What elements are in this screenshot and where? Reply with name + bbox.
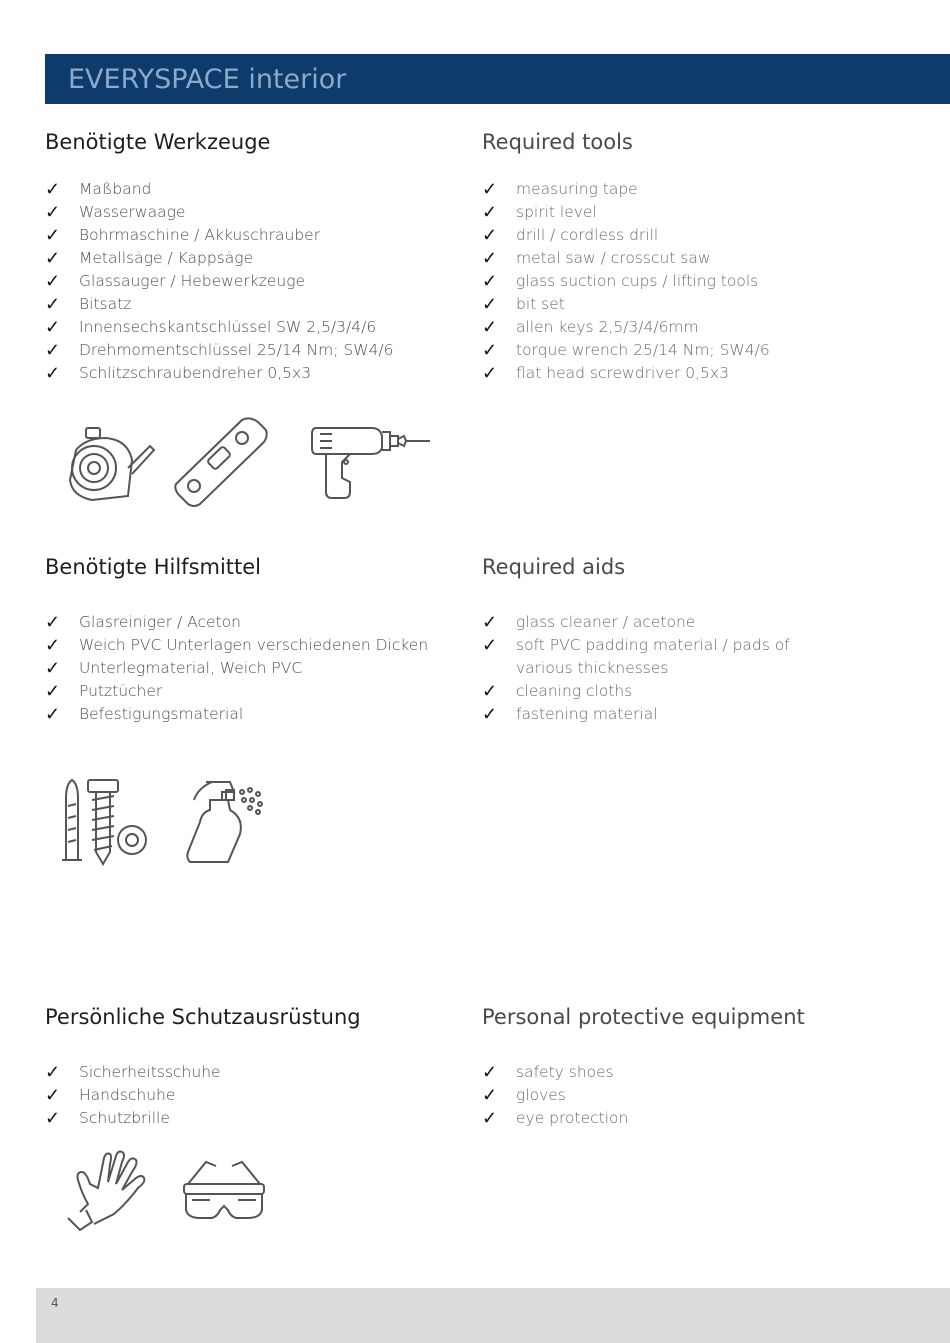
- list-item: ✓ Bohrmaschine / Akkuschrauber: [45, 225, 321, 246]
- brand-name: EVERYSPACE: [68, 64, 240, 95]
- list-item: ✓ bit set: [482, 294, 565, 315]
- check-icon: ✓: [45, 635, 61, 656]
- check-icon: ✓: [45, 248, 61, 269]
- glove-icon: [64, 1148, 150, 1232]
- list-item: ✓ glass suction cups / lifting tools: [482, 271, 759, 292]
- check-icon: ✓: [482, 317, 498, 338]
- check-icon: ✓: [45, 612, 61, 633]
- safety-glasses-icon: [180, 1156, 268, 1226]
- tools-list-en: [482, 178, 770, 385]
- ppe-list-de: [45, 1061, 221, 1130]
- list-item: ✓ Drehmomentschlüssel 25/14 Nm; SW4/6: [45, 340, 394, 361]
- check-icon: ✓: [45, 179, 61, 200]
- check-icon: ✓: [45, 1108, 61, 1129]
- check-icon: ✓: [45, 317, 61, 338]
- check-icon: ✓: [482, 363, 498, 384]
- check-icon: ✓: [482, 248, 498, 269]
- list-item: ✓ Maßband: [45, 179, 152, 200]
- aids-list-en: [482, 611, 846, 726]
- list-item: ✓ Putztücher: [45, 681, 163, 702]
- tools-list-de: [45, 178, 393, 385]
- aids-list-de: [45, 611, 428, 726]
- list-item: ✓ gloves: [482, 1085, 566, 1106]
- list-item: ✓ glass cleaner / acetone: [482, 612, 696, 633]
- brand-suffix: interior: [248, 64, 347, 95]
- list-item: ✓ eye protection: [482, 1108, 629, 1129]
- check-icon: ✓: [482, 681, 498, 702]
- spray-bottle-icon: [182, 778, 268, 868]
- aids-title-en: Required aids: [482, 555, 626, 579]
- check-icon: ✓: [45, 704, 61, 725]
- list-item: ✓ flat head screwdriver 0,5x3: [482, 363, 729, 384]
- drill-icon: [310, 422, 434, 502]
- check-icon: ✓: [482, 179, 498, 200]
- check-icon: ✓: [45, 294, 61, 315]
- list-item: ✓ Innensechskantschlüssel SW 2,5/3/4/6: [45, 317, 377, 338]
- list-item: ✓ Wasserwaage: [45, 202, 186, 223]
- check-icon: ✓: [45, 202, 61, 223]
- list-item: ✓ cleaning cloths: [482, 681, 633, 702]
- check-icon: ✓: [482, 271, 498, 292]
- check-icon: ✓: [45, 225, 61, 246]
- list-item: ✓ drill / cordless drill: [482, 225, 659, 246]
- list-item: ✓ fastening material: [482, 704, 658, 725]
- dowel-screw-washer-icon: [56, 776, 152, 868]
- aids-title-de: Benötigte Hilfsmittel: [45, 555, 262, 579]
- list-item: ✓ Sicherheitsschuhe: [45, 1062, 221, 1083]
- list-item: ✓ measuring tape: [482, 179, 638, 200]
- list-item: ✓ Metallsäge / Kappsäge: [45, 248, 254, 269]
- brand-logo: [68, 64, 346, 96]
- check-icon: ✓: [482, 1062, 498, 1083]
- list-item: ✓ Befestigungsmaterial: [45, 704, 244, 725]
- page-number: 4: [51, 1296, 59, 1310]
- list-item: ✓ Bitsatz: [45, 294, 132, 315]
- ppe-title-de: Persönliche Schutzausrüstung: [45, 1005, 361, 1029]
- check-icon: ✓: [482, 704, 498, 725]
- list-item: ✓ Schlitzschraubendreher 0,5x3: [45, 363, 312, 384]
- check-icon: ✓: [45, 1062, 61, 1083]
- check-icon: ✓: [45, 1085, 61, 1106]
- list-item: ✓ allen keys 2,5/3/4/6mm: [482, 317, 699, 338]
- tools-title-en: Required tools: [482, 130, 633, 154]
- list-item: ✓ Glasreiniger / Aceton: [45, 612, 241, 633]
- check-icon: ✓: [482, 1085, 498, 1106]
- ppe-list-en: [482, 1061, 628, 1130]
- check-icon: ✓: [482, 225, 498, 246]
- check-icon: ✓: [482, 202, 498, 223]
- check-icon: ✓: [45, 340, 61, 361]
- list-item: ✓ metal saw / crosscut saw: [482, 248, 711, 269]
- ppe-title-en: Personal protective equipment: [482, 1005, 805, 1029]
- list-item: ✓ Unterlegmaterial, Weich PVC: [45, 658, 303, 679]
- check-icon: ✓: [482, 1108, 498, 1129]
- list-item: ✓ soft PVC padding material / pads of various thicknesses: [482, 635, 790, 677]
- check-icon: ✓: [482, 612, 498, 633]
- tools-title-de: Benötigte Werkzeuge: [45, 130, 271, 154]
- check-icon: ✓: [45, 363, 61, 384]
- list-item: ✓ Handschuhe: [45, 1085, 176, 1106]
- list-item: ✓ spirit level: [482, 202, 597, 223]
- check-icon: ✓: [482, 340, 498, 361]
- check-icon: ✓: [482, 635, 498, 656]
- header-bar: [45, 54, 950, 104]
- list-item: ✓ torque wrench 25/14 Nm; SW4/6: [482, 340, 770, 361]
- list-item: ✓ Weich PVC Unterlagen verschiedenen Dicken: [45, 635, 429, 656]
- check-icon: ✓: [45, 658, 61, 679]
- check-icon: ✓: [45, 271, 61, 292]
- list-item: ✓ Schutzbrille: [45, 1108, 170, 1129]
- list-item: ✓ Glassauger / Hebewerkzeuge: [45, 271, 306, 292]
- footer-bar: [36, 1288, 950, 1343]
- check-icon: ✓: [45, 681, 61, 702]
- check-icon: ✓: [482, 294, 498, 315]
- measuring-tape-icon: [62, 420, 158, 504]
- spirit-level-icon: [172, 414, 272, 510]
- list-item: ✓ safety shoes: [482, 1062, 614, 1083]
